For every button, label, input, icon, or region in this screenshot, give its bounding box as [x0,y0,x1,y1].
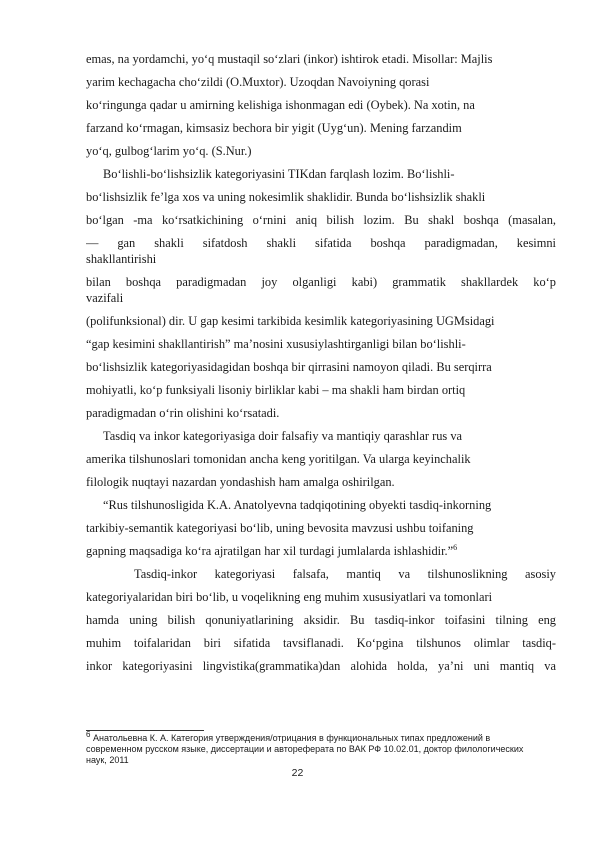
text-line: “gap kesimini shakllantirish” maʼnosini xususiylashtirganligi bilan boʻlishli- [86,337,466,351]
paragraph-start: “Rus tilshunosligida K.A. Anatolyevna tadqiqotining obyekti tasdiq-inkorning [103,498,492,512]
footnote-divider [86,730,204,731]
text-line: emas, na yordamchi, yoʻq mustaqil soʻzlari (inkor) ishtirok etadi. Misollar: Majlis [86,52,493,66]
text-line: kategoriyalaridan biri boʻlib, u voqelikning eng muhim xususiyatlari va tomonlari [86,590,493,604]
text-line: filologik nuqtayi nazardan yondashish ham amalga oshirilgan. [86,475,395,489]
text-line: paradigmadan oʻrin olishini koʻrsatadi. [86,406,280,420]
paragraph-start: Tasdiq-inkor kategoriyasi falsafa, mantiq va tilshunoslikning asosiy [134,567,556,581]
text-line: farzand koʻrmagan, kimsasiz bechora bir yigit (Uygʻun). Mening farzandim [86,121,462,135]
text-line: boʻlishsizlik kategoriyasidagidan boshqa bir qirrasini namoyon qiladi. Bu serqirra [86,360,492,374]
text-line: boʻlishsizlik feʼlga xos va uning nokesimlik shaklidir. Bunda boʻlishsizlik shakli [86,190,486,204]
text-line: koʻringunga qadar u amirning kelishiga ishonmagan edi (Oybek). Na xotin, na [86,98,475,112]
text-line [86,544,556,559]
text-line: hamda uning bilish qonuniyatlarining aksidir. Bu tasdiq-inkor toifasini tilning eng [86,613,556,627]
paragraph-start: Tasdiq va inkor kategoriyasiga doir falsafiy va mantiqiy qarashlar rus va [103,429,463,443]
footnote-line [86,730,556,744]
footnote-mark: 6 [86,730,91,739]
footnote-reference[interactable]: 6 [453,542,458,552]
text-line: (polifunksional) dir. U gap kesimi tarkibida kesimlik kategoriyasining UGMsidagi [86,314,495,328]
footnote-line: наук, 2011 [86,755,129,765]
paragraph-start: Boʻlishli-boʻlishsizlik kategoriyasini TIKdan farqlash lozim. Boʻlishli- [103,167,455,181]
text-line: mohiyatli, koʻp funksiyali lisoniy birliklar kabi – ma shakli ham birdan ortiq [86,383,466,397]
footnote-text: Анатольевна К. А. Категория утверждения/отрицания в функциональных типах предложений в [92,733,491,743]
text-line: bilan boshqa paradigmadan joy olganligi kabi) grammatik shakllardek koʻp [86,275,556,289]
text-line: amerika tilshunoslari tomonidan ancha keng yoritilgan. Va ularga keyinchalik [86,452,471,466]
text-line: inkor kategoriyasini lingvistika(grammatika)dan alohida holda, yaʼni uni mantiq va [86,659,556,673]
text-line: yoʻq, gulbogʻlarim yoʻq. (S.Nur.) [86,144,252,158]
page-number: 22 [291,767,304,779]
text-line: — gan shakli sifatdosh shakli sifatida boshqa paradigmadan, kesimni [86,236,556,250]
text-line: boʻlgan -ma koʻrsatkichining oʻrnini aniq bilish lozim. Bu shakl boshqa (masalan, [86,213,556,227]
text-line: muhim toifalaridan biri sifatida tavsiflanadi. Koʻpgina tilshunos olimlar tasdiq- [86,636,556,650]
text-line: shakllantirishi [86,252,157,266]
text-segment: gapning maqsadiga koʻra ajratilgan har xil turdagi jumlalarda ishlashidir.” [86,544,454,558]
text-line: tarkibiy-semantik kategoriyasi boʻlib, uning bevosita mavzusi ushbu toifaning [86,521,474,535]
footnote-line: современном русском языке, диссертации и автореферата по ВАК РФ 10.02.01, доктор филологических [86,744,524,754]
text-line: yarim kechagacha choʻzildi (O.Muxtor). Uzoqdan Navoiyning qorasi [86,75,430,89]
text-line: vazifali [86,291,124,305]
